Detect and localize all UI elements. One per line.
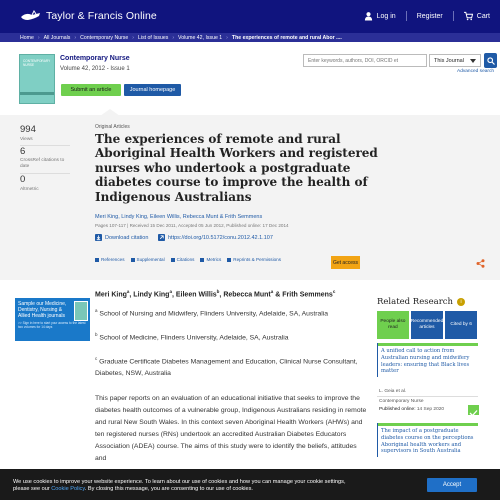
affiliation-marker: a — [169, 289, 172, 294]
band-notch — [100, 109, 120, 116]
cart-label: Cart — [476, 12, 490, 20]
divider — [406, 11, 407, 21]
article-tabs — [95, 257, 281, 262]
cookie-text: . By closing this message, you are consenting to our use of cookies. — [84, 486, 253, 493]
views-label: Views — [20, 137, 33, 142]
tab-label: Supplemental — [136, 257, 165, 262]
divider — [377, 396, 478, 397]
supplemental-icon — [131, 258, 135, 262]
reprints-icon — [227, 258, 231, 262]
breadcrumb-home[interactable]: Home — [20, 34, 34, 41]
related-research-heading — [377, 297, 465, 307]
cover-title: CONTEMPORARY NURSE — [23, 59, 51, 67]
chevron-down-icon — [470, 59, 476, 63]
crossref-label: CrossRef citations to date — [20, 158, 65, 169]
breadcrumb: Home › All Journals › Contemporary Nurse › List of Issues › Volume 42, Issue 1 › The experiences of remote and rural Abor .... — [0, 33, 500, 42]
promo-banner[interactable] — [15, 298, 90, 341]
doi-link[interactable] — [158, 234, 273, 241]
tab-cited-by[interactable]: Cited by 6 — [445, 311, 477, 339]
divider — [20, 145, 70, 146]
related-article-meta — [379, 388, 480, 413]
share-icon[interactable] — [476, 259, 485, 268]
affiliation-marker: a — [95, 308, 98, 313]
affiliation-text: Graduate Certificate Diabetes Management and Education, Clinical Nurse Consultant, Diabetes, NSW, Australia — [95, 358, 358, 378]
download-icon — [95, 234, 102, 241]
journal-title[interactable]: Contemporary Nurse — [60, 55, 130, 62]
affiliation — [95, 307, 365, 320]
doi-label: https://doi.org/10.5172/conu.2012.42.1.107 — [168, 234, 273, 241]
tab-people-also-read[interactable]: People also read — [377, 311, 409, 339]
checkmark-corner-icon — [468, 405, 479, 415]
metrics-icon — [200, 258, 204, 262]
register-label: Register — [416, 12, 443, 20]
breadcrumb-journal[interactable]: Contemporary Nurse — [80, 34, 129, 41]
references-icon — [95, 258, 99, 262]
affiliation-marker: a — [270, 289, 274, 294]
user-icon — [364, 11, 373, 21]
search-scope-value: This Journal — [434, 57, 464, 64]
related-article-author: L. Geia et al. — [379, 389, 407, 394]
accept-cookies-button[interactable]: Accept — [427, 478, 477, 492]
cookie-policy-link[interactable]: Cookie Policy — [51, 486, 85, 493]
login-label: Log in — [376, 12, 396, 20]
promo-headline: Sample our Medicine, Dentistry, Nursing & Allied Health journals — [18, 301, 67, 319]
register-link[interactable] — [417, 13, 443, 20]
tab-metrics[interactable] — [200, 257, 221, 262]
cookie-text: please see our — [13, 486, 50, 493]
promo-journal-thumbnail — [74, 301, 88, 321]
related-article-title[interactable]: A unified call to action from Australian nursing and midwifery leaders: ensuring that Black lives matter — [378, 343, 478, 377]
affiliation — [95, 331, 365, 344]
affiliation-marker: b — [216, 289, 220, 294]
search-input[interactable] — [303, 54, 427, 67]
cookie-message — [13, 479, 413, 494]
divider — [453, 11, 454, 21]
submit-article-button[interactable]: Submit an article — [61, 84, 121, 96]
affiliation-marker: a — [126, 289, 130, 294]
tab-label: Metrics — [206, 257, 222, 262]
tab-reprints[interactable] — [227, 257, 281, 262]
tab-label: Citations — [176, 257, 195, 262]
download-citation-link[interactable] — [95, 234, 148, 241]
citations-icon — [171, 258, 175, 262]
article-section: Original Articles — [95, 124, 130, 130]
affiliation-marker: c — [332, 289, 336, 294]
tab-references[interactable] — [95, 257, 125, 262]
cookie-banner — [0, 469, 500, 500]
top-bar — [0, 0, 500, 33]
search-button[interactable] — [484, 53, 497, 68]
author-links[interactable]: Meri King, Lindy King, Eileen Willis, Rebecca Munt & Frith Semmens — [95, 214, 263, 220]
journal-volume[interactable]: Volume 42, 2012 - Issue 1 — [60, 66, 130, 72]
get-access-button[interactable]: Get access — [331, 256, 360, 269]
cart-link[interactable] — [464, 11, 490, 21]
affiliation — [95, 355, 365, 380]
breadcrumb-all-journals[interactable]: All Journals — [43, 34, 71, 41]
related-article-card[interactable] — [377, 423, 478, 457]
affiliation-text: School of Medicine, Flinders University, Adelaide, SA, Australia — [99, 334, 289, 342]
altmetric-label: Altmetric — [20, 187, 39, 192]
login-link[interactable] — [364, 11, 396, 21]
author-name[interactable]: Frith Semmens — [282, 291, 333, 299]
account-links — [364, 11, 490, 21]
lamp-logo-icon — [20, 9, 42, 23]
tab-label: Reprints & Permissions — [233, 257, 282, 262]
info-icon[interactable]: i — [457, 298, 465, 306]
download-citation-label: Download citation — [105, 234, 149, 241]
views-count: 994 — [20, 124, 36, 135]
author-name[interactable]: Rebecca Munt — [223, 291, 271, 299]
tab-recommended-articles[interactable]: Recommended articles — [411, 311, 444, 339]
search-icon — [487, 57, 495, 65]
article-title: The experiences of remote and rural Aboriginal Health Workers and registered nurses who undertook a postgraduate diabetes course to improve the health of Indigenous Australians — [95, 132, 378, 204]
related-research-title: Related Research — [377, 297, 453, 307]
crossref-count: 6 — [20, 146, 26, 157]
author-name[interactable]: Meri King — [95, 291, 127, 299]
abstract-text: This paper reports on an evaluation of an educational initiative that seeks to improve the diabetes health outcomes of a vulnerable group, Indigenous Australians residing in remote and rural New South Wales. In this context seven Aboriginal Health Workers (AHWs) and ten registered nurses (RNs) undertook an accredited Australian Diabetes Educators Association (ADEA) course. The aims of this study were to identify the beliefs, attitudes and — [95, 395, 367, 463]
related-article-card[interactable] — [377, 343, 478, 377]
related-article-journal: Contemporary Nurse — [379, 399, 424, 405]
affiliation-marker: c — [95, 356, 98, 361]
affiliation-text: School of Nursing and Midwifery, Flinders University, Adelaide, SA, Australia — [99, 310, 329, 318]
search-scope-select[interactable] — [429, 54, 481, 67]
journal-homepage-button[interactable]: Journal homepage — [124, 84, 181, 96]
brand-logo[interactable] — [20, 9, 157, 23]
tab-citations[interactable] — [171, 257, 195, 262]
author-byline: Meri King$^a$, Lindy King$^a$, Eileen Willis$^b$, Rebecca Munt$^a$ & Frith Semmens$^c$ — [95, 289, 336, 299]
tab-label: References — [101, 257, 125, 262]
article-dates: Pages 107-117 | Received 15 Dec 2011, Accepted 05 Jun 2012, Published online: 17 Dec 2014 — [95, 223, 289, 228]
divider — [20, 173, 70, 174]
author-name[interactable]: Eileen Willis — [175, 291, 217, 299]
published-label: Published online: — [379, 406, 416, 412]
affiliation-marker: b — [95, 332, 98, 337]
promo-subtext: >> Sign in here to start your access to the latest two volumes for 14 days — [18, 321, 86, 330]
external-link-icon — [158, 234, 165, 241]
breadcrumb-current: The experiences of remote and rural Abor .... — [231, 34, 342, 41]
related-article-title[interactable]: The impact of a postgraduate diabetes course on the perceptions Aboriginal health workers and supervisors in South Australia — [378, 423, 478, 457]
breadcrumb-volume[interactable]: Volume 42, Issue 1 — [178, 34, 223, 41]
tab-supplemental[interactable] — [131, 257, 165, 262]
journal-cover-image[interactable] — [19, 54, 55, 104]
brand-name: Taylor & Francis Online — [46, 10, 157, 22]
advanced-search-link[interactable]: Advanced search — [457, 69, 495, 74]
author-name[interactable]: Lindy King — [133, 291, 170, 299]
related-research-tabs — [377, 311, 477, 339]
breadcrumb-issues[interactable]: List of Issues — [138, 34, 169, 41]
cookie-text: We use cookies to improve your website experience. To learn about our use of cookies and how you can manage your cookie settings, — [13, 479, 346, 485]
altmetric-count: 0 — [20, 174, 26, 185]
cart-icon — [464, 11, 473, 21]
published-date: 14 Sep 2020 — [416, 406, 445, 412]
